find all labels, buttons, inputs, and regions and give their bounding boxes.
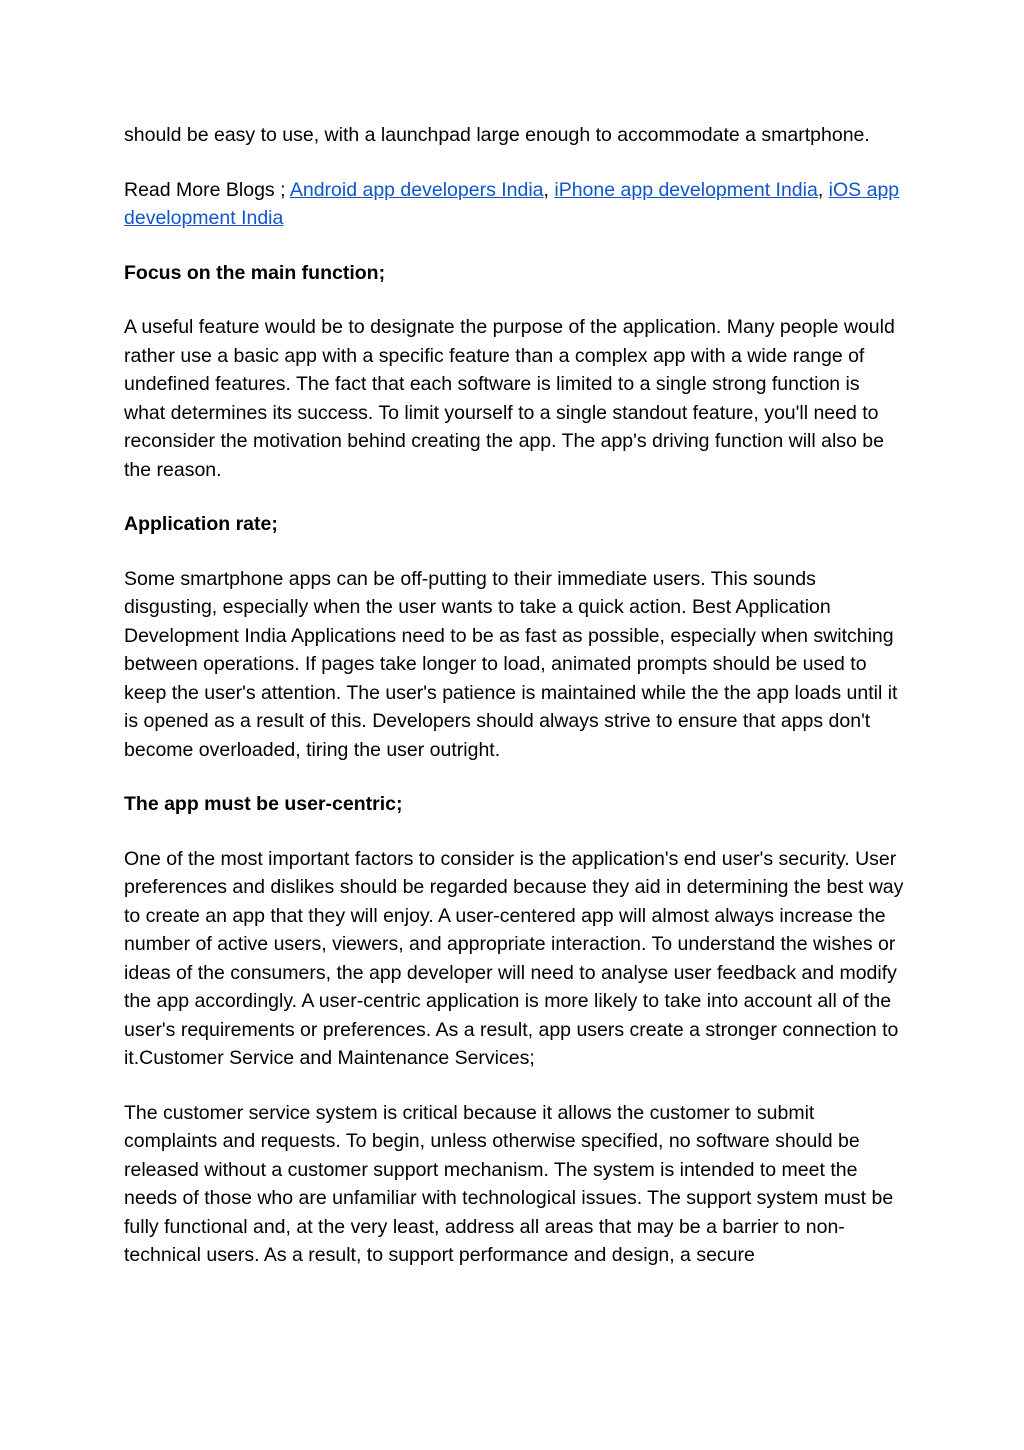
link-separator: , — [543, 178, 555, 201]
android-developers-link[interactable]: Android app developers India — [289, 178, 544, 201]
link-separator: , — [817, 178, 829, 201]
section-heading-main-function: Focus on the main function; — [124, 261, 386, 284]
iphone-development-link[interactable]: iPhone app development India — [554, 178, 818, 201]
read-more-prefix: Read More Blogs ; — [124, 178, 290, 201]
customer-service-paragraph: The customer service system is critical because it allows the customer to submit complaints and requests. To begin, unless otherwise specified, no software should be released without a customer support mechanism. The system is intended to meet the needs of those who are unfamiliar with technological issues. The support system must be fully functional and, at the very least, address all areas that may be a barrier to non-technical users. As a result, to support performance and design, a secure — [124, 1101, 894, 1266]
ios-development-link[interactable]: iOS app development India — [124, 178, 900, 229]
document-page — [124, 121, 904, 1296]
intro-paragraph: should be easy to use, with a launchpad large enough to accommodate a smartphone. — [124, 124, 870, 146]
section-body-user-centric: One of the most important factors to consider is the application's end user's security. User preferences and dislikes should be regarded because they aid in determining the best way to create an app that they will enjoy. A user-centered app will almost always increase the number of active users, viewers, and appropriate interaction. To understand the wishes or ideas of the consumers, the app developer will need to analyse user feedback and modify the app accordingly. A user-centric application is more likely to take into account all of the user's requirements or preferences. As a result, app users create a stronger connection to it.Customer Service and Maintenance Services; — [124, 847, 904, 1069]
read-more-paragraph — [124, 176, 904, 233]
section-heading-user-centric: The app must be user-centric; — [124, 793, 403, 815]
section-body-application-rate: Some smartphone apps can be off-putting to their immediate users. This sounds disgusting, especially when the user wants to take a quick action. Best Application Development India Applications need to be as fast as possible, especially when switching between operations. If pages take longer to load, animated prompts should be used to keep the user's attention. The user's patience is maintained while the the app loads until it is opened as a result of this. Developers should always strive to ensure that apps don't become overloaded, tiring the user outright. — [124, 567, 898, 761]
section-body-main-function: A useful feature would be to designate the purpose of the application. Many people would rather use a basic app with a specific feature than a complex app with a wide range of undefined features. The fact that each software is limited to a single strong function is what determines its success. To limit yourself to a single standout feature, you'll need to reconsider the motivation behind creating the app. The app's driving function will also be the reason. — [124, 316, 895, 481]
section-heading-application-rate: Application rate; — [124, 513, 278, 535]
